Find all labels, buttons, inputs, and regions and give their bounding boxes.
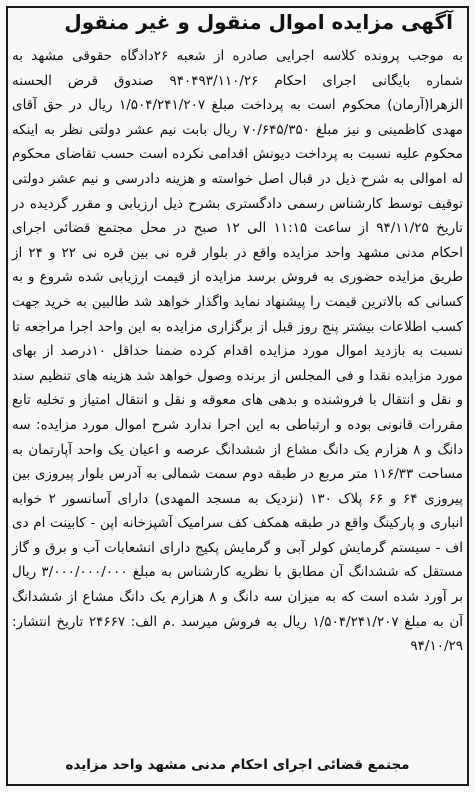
notice-signature: مجتمع قضائی اجرای احکام مدنی مشهد واحد مزایده: [65, 757, 410, 773]
notice-body: به موجب پرونده کلاسه اجرایی صادره از شعبه ۲۶دادگاه حقوقی مشهد به شماره بایگانی اجرای احکام ۹۴۰۴۹۳/۱۱۰/۲۶ صندوق قرض الحسنه الزهرا(آرمان) محکوم است به پرداخت مبلغ ۱/۵۰۴/۲۴۱/۲۰۷ ریال در حق آقای مهدی کاظمینی و نیز مبلغ ۷۰/۶۴۵/۳۵۰ ریال بابت نیم عشر دولتی نظر به اینکه محکوم علیه نسبت به پرداخت دیونش اقدامی نکرده است حسب تقاضای محکوم له اموالی به شرح ذیل در قبال اصل خواسته و هزینه دادرسی و نیم عشر دولتی توقیف توسط کارشناس رسمی دادگستری بشرح ذیل ارزیابی و مقرر گردیده در تاریخ ۹۴/۱۱/۲۵ از ساعت ۱۱:۱۵ الی ۱۲ صبح در محل مجتمع قضائی اجرای احکام مدنی مشهد واحد مزایده واقع در بلوار قره نی بین قره نی ۲۲ و ۲۴ از طریق مزایده حضوری به فروش برسد مزایده از قیمت ارزیابی شده شروع و به کسانی که بالاترین قیمت را پیشنهاد نماید واگذار خواهد شد طالبین به خرید جهت کسب اطلاعات بیشتر پنج روز قبل از برگزاری مزایده به این واحد اجرا مراجعه تا نسبت به بازدید اموال مورد مزایده اقدام کرده ضمنا حداقل ۱۰درصد از بهای مورد مزایده نقدا و فی المجلس از برنده وصول خواهد شد هزینه های تنظیم سند و نقل و انتقال با فروشنده و بدهی های معوقه و نقل و انتقال امتیاز و تخلیه تابع مقررات قانونی بوده و ارتباطی به این اجرا ندارد شرح اموال مورد مزایده: سه دانگ و ۸ هزارم یک دانگ مشاع از ششدانگ عرصه و اعیان یک واحد آپارتمان به مساحت ۱۱۶/۳۳ متر مربع در طبقه دوم سمت شمالی به آدرس بلوار پیروزی بین پیروزی ۶۴ و ۶۶ پلاک ۱۳۰ (نزدیک به مسجد المهدی) دارای آسانسور ۲ خوابه انباری و پارکینگ واقع در طبقه همکف کف سرامیک آشپزخانه اپن - کابینت ام دی اف - سیستم گرمایش کولر آبی و گرمایش پکیج دارای انشعابات آب و برق و گاز مستقل که ششدانگ آن مطابق با نظریه کارشناس به مبلغ ۳/۰۰۰/۰۰۰/۰۰۰ ریال بر آورد شده است که به میزان سه دانگ و ۸ هزارم یک دانگ مشاع از ششدانگ آن به مبلغ ۱/۵۰۴/۲۴۱/۲۰۷ ریال به فروش میرسد .م الف: ۲۴۶۶۷ تاریخ انتشار: ۹۴/۱۰/۲۹: [12, 48, 464, 655]
notice-title: آگهی مزایده اموال منقول و غیر منقول: [64, 10, 453, 34]
